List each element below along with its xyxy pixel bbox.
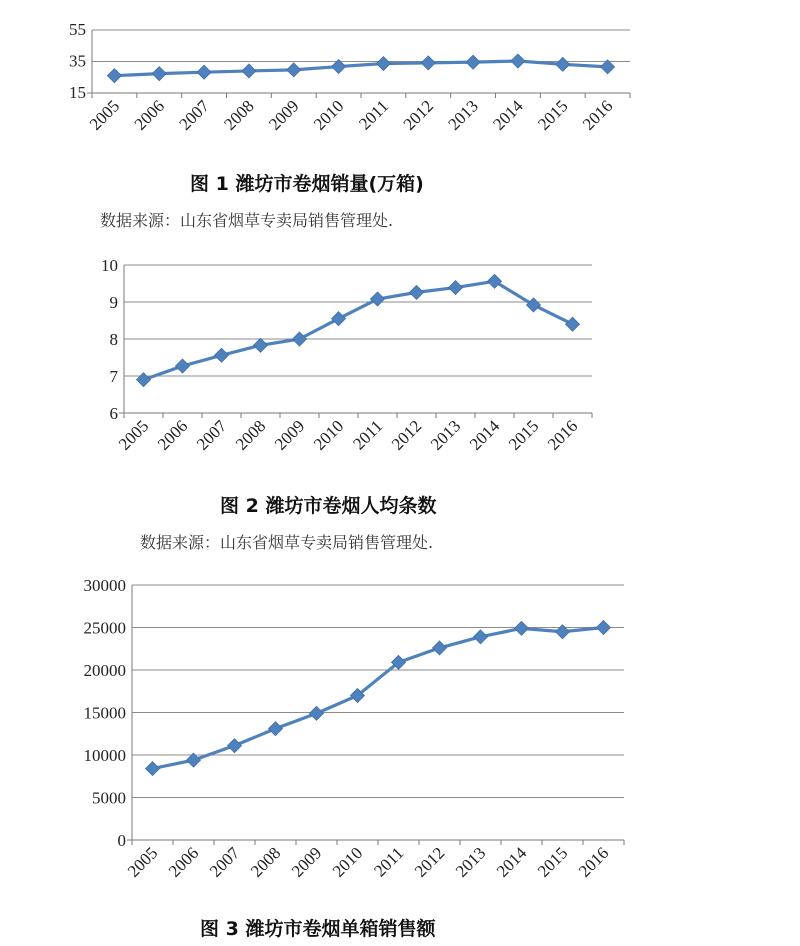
figure-title: 图 2 潍坊市卷烟人均条数 bbox=[220, 495, 437, 517]
y-tick-label: 10 bbox=[101, 256, 118, 275]
chart-1 bbox=[69, 20, 630, 230]
x-tick-label: 2011 bbox=[355, 96, 393, 134]
y-tick-label: 15 bbox=[69, 83, 86, 102]
x-tick-label: 2016 bbox=[574, 843, 613, 881]
y-tick-label: 0 bbox=[117, 831, 126, 850]
data-point bbox=[215, 348, 229, 362]
data-point bbox=[287, 63, 301, 77]
x-tick-label: 2016 bbox=[543, 416, 582, 454]
chart-2 bbox=[101, 256, 592, 552]
x-tick-label: 2005 bbox=[114, 416, 153, 454]
data-point bbox=[597, 621, 611, 635]
data-point bbox=[449, 281, 463, 295]
x-tick-label: 2006 bbox=[164, 843, 203, 881]
y-tick-label: 15000 bbox=[83, 703, 126, 723]
series-line bbox=[144, 281, 573, 379]
x-tick-label: 2005 bbox=[123, 843, 162, 881]
x-tick-label: 2005 bbox=[85, 96, 124, 134]
data-point bbox=[527, 298, 541, 312]
figure-title: 图 3 潍坊市卷烟单箱销售额 bbox=[200, 918, 436, 940]
data-point bbox=[433, 641, 447, 655]
data-point bbox=[197, 65, 211, 79]
y-tick-label: 55 bbox=[69, 20, 86, 39]
x-tick-label: 2013 bbox=[444, 96, 482, 134]
data-point bbox=[474, 630, 488, 644]
data-point bbox=[332, 312, 346, 326]
x-tick-label: 2006 bbox=[130, 96, 169, 134]
y-tick-label: 7 bbox=[109, 367, 118, 386]
data-point bbox=[376, 57, 390, 71]
y-tick-label: 9 bbox=[109, 293, 118, 312]
x-tick-label: 2008 bbox=[231, 416, 270, 454]
data-point bbox=[146, 762, 160, 776]
x-tick-label: 2010 bbox=[309, 96, 348, 134]
x-tick-label: 2007 bbox=[175, 96, 213, 134]
data-point bbox=[511, 54, 525, 68]
data-point bbox=[556, 57, 570, 71]
x-tick-label: 2013 bbox=[426, 416, 465, 454]
data-point bbox=[371, 292, 385, 306]
x-tick-label: 2012 bbox=[387, 416, 426, 454]
y-tick-label: 20000 bbox=[83, 661, 126, 680]
x-tick-label: 2016 bbox=[578, 96, 617, 134]
data-point bbox=[137, 373, 151, 387]
data-point bbox=[421, 56, 435, 70]
x-tick-label: 2009 bbox=[270, 416, 309, 454]
data-point bbox=[254, 338, 268, 352]
x-tick-label: 2010 bbox=[328, 843, 367, 881]
x-tick-label: 2014 bbox=[465, 416, 504, 454]
data-point bbox=[152, 67, 166, 81]
data-point bbox=[269, 722, 283, 736]
x-tick-label: 2014 bbox=[492, 843, 531, 881]
x-tick-label: 2015 bbox=[533, 843, 572, 881]
data-point bbox=[242, 64, 256, 78]
x-tick-label: 2009 bbox=[287, 843, 326, 881]
x-tick-label: 2008 bbox=[220, 96, 258, 134]
y-tick-label: 6 bbox=[109, 404, 118, 423]
y-tick-label: 10000 bbox=[83, 746, 126, 765]
x-tick-label: 2011 bbox=[370, 843, 408, 881]
x-tick-label: 2008 bbox=[246, 843, 285, 881]
x-tick-label: 2013 bbox=[451, 843, 490, 881]
series-line bbox=[114, 61, 607, 76]
data-point bbox=[293, 332, 307, 346]
x-tick-label: 2014 bbox=[489, 96, 527, 134]
data-point bbox=[228, 739, 242, 753]
x-tick-label: 2011 bbox=[349, 416, 387, 454]
data-point bbox=[515, 621, 529, 635]
data-point bbox=[556, 625, 570, 639]
y-tick-label: 5000 bbox=[92, 788, 126, 808]
data-point bbox=[466, 55, 480, 69]
y-tick-label: 25000 bbox=[83, 618, 126, 638]
figure-title: 图 1 潍坊市卷烟销量(万箱) bbox=[190, 173, 424, 195]
series-line bbox=[153, 628, 604, 769]
chart-3 bbox=[84, 576, 625, 940]
data-point bbox=[107, 69, 121, 83]
x-tick-label: 2015 bbox=[534, 96, 572, 134]
data-point bbox=[410, 285, 424, 299]
x-tick-label: 2012 bbox=[410, 843, 449, 881]
data-point bbox=[488, 274, 502, 288]
data-point bbox=[310, 706, 324, 720]
figure-source: 数据来源：山东省烟草专卖局销售管理处. bbox=[100, 211, 394, 230]
y-tick-label: 35 bbox=[69, 51, 86, 71]
x-tick-label: 2015 bbox=[504, 416, 543, 454]
x-tick-label: 2007 bbox=[205, 843, 244, 881]
y-tick-label: 8 bbox=[109, 330, 118, 349]
x-tick-label: 2007 bbox=[192, 416, 231, 454]
x-tick-label: 2010 bbox=[309, 416, 348, 454]
x-tick-label: 2012 bbox=[399, 96, 438, 134]
data-point bbox=[176, 359, 190, 373]
x-tick-label: 2006 bbox=[153, 416, 192, 454]
figure-source: 数据来源：山东省烟草专卖局销售管理处. bbox=[140, 533, 434, 552]
data-point bbox=[566, 317, 580, 331]
y-tick-label: 30000 bbox=[83, 576, 126, 595]
x-tick-label: 2009 bbox=[265, 96, 303, 134]
